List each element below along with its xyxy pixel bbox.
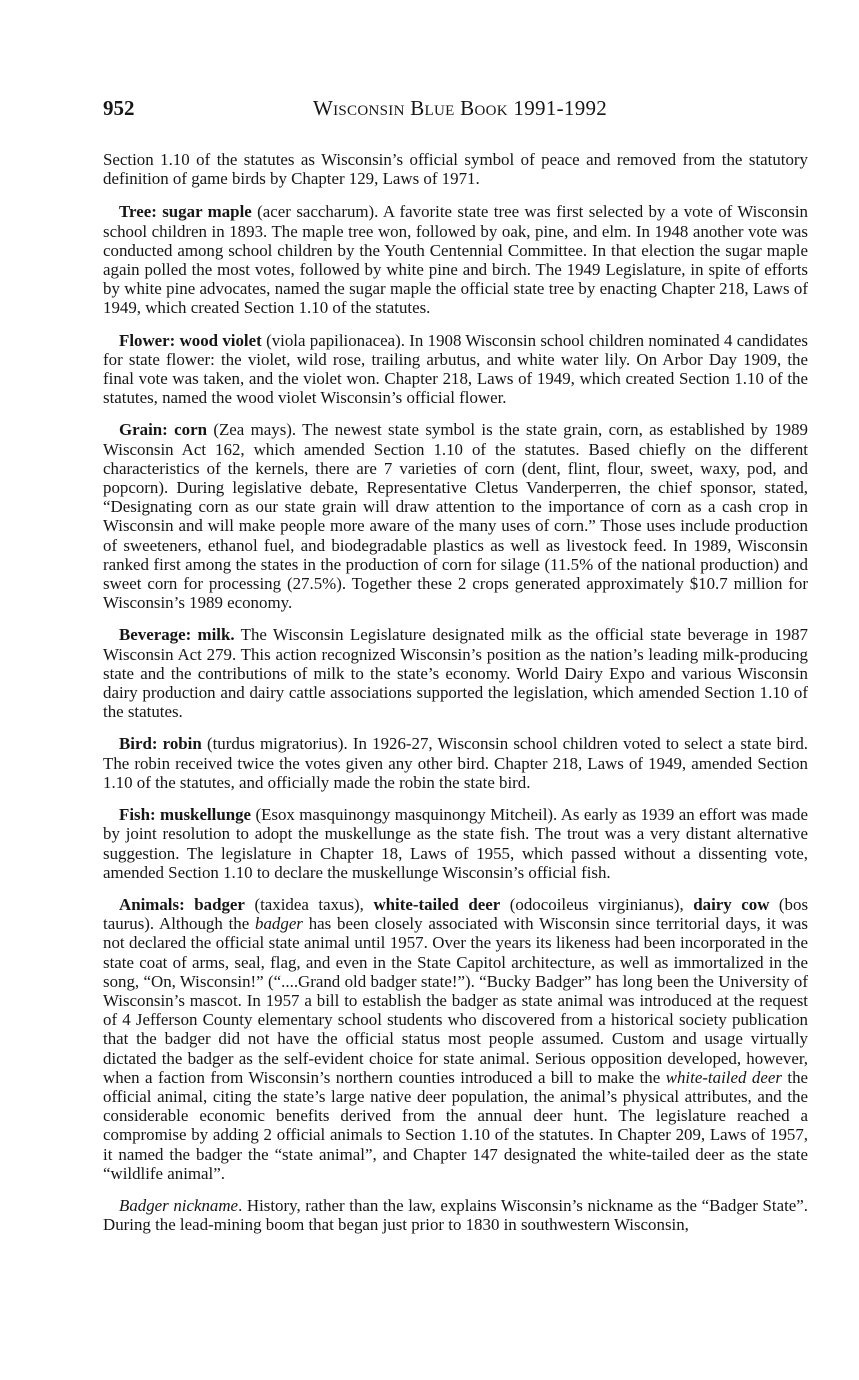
text-run: (odocoileus virginianus), bbox=[500, 894, 694, 914]
text-run: (taxidea taxus), bbox=[244, 894, 374, 914]
italic-term: badger bbox=[255, 914, 303, 934]
body-text bbox=[103, 150, 808, 1247]
paragraph-badger-nickname bbox=[103, 1196, 808, 1234]
text-run: (turdus migratorius). In 1926-27, Wisconsin school children voted to select a state bird. The robin received twice the votes given any other bird. Chapter 218, Laws of 1949, amended Section 1.10 of the statutes, and officially made the robin the state bird. bbox=[103, 734, 808, 792]
symbol-heading: Bird: robin bbox=[119, 734, 202, 754]
paragraph bbox=[103, 150, 808, 188]
paragraph-tree bbox=[103, 202, 808, 317]
page-header bbox=[103, 96, 808, 126]
paragraph-animals bbox=[103, 895, 808, 1183]
text-run: (viola papilionacea). In 1908 Wisconsin school children nominated 4 candidates for state flower: the violet, wild rose, trailing arbutus, and white water lily. On Arbor Day 1909, the final vote was taken, and the violet won. Chapter 218, Laws of 1949, which created Section 1.10 of the statutes, named the wood violet Wisconsin’s official flower. bbox=[103, 330, 808, 408]
text-run: has been closely associated with Wisconsin since territorial days, it was not declared the official state animal until 1957. Over the years its likeness had been incorporated in the state coat of arms, seal, flag, and even in the State Capitol architecture, as well as immortalized in the song, “On, Wisconsin!” (“....Grand old badger state!”). “Bucky Badger” has long been the University of Wisconsin’s mascot. In 1957 a bill to establish the badger as state animal was introduced at the request of 4 Jefferson County elementary school students who discovered from a historical society publication that the badger did not have the official status most people assumed. Custom and usage virtually dictated the badger as the self-evident choice for state animal. Serious opposition developed, however, when a faction from Wisconsin’s northern counties introduced a bill to make the bbox=[103, 914, 808, 1087]
italic-term: white-tailed deer bbox=[665, 1067, 782, 1087]
symbol-heading: Animals: badger bbox=[119, 894, 245, 914]
symbol-heading: Beverage: milk. bbox=[119, 625, 235, 645]
symbol-heading: dairy cow bbox=[693, 894, 770, 914]
text-run: (Zea mays). The newest state symbol is the state grain, corn, as established by 1989 Wisconsin Act 162, which amended Section 1.10 of the statutes. Based chiefly on the different characteristics of the kernels, there are 7 varieties of corn (dent, flint, flour, sweet, waxy, pod, and popcorn). During legislative debate, Representative Cletus Vanderperren, the chief sponsor, stated, “Designating corn as our state grain will draw attention to the importance of corn as a cash crop in Wisconsin and will make people more aware of the many uses of corn.” Those uses include production of sweeteners, ethanol fuel, and biodegradable plastics as well as livestock feed. In 1989, Wisconsin ranked first among the states in the production of corn for silage (11.5% of the national production) and sweet corn for processing (27.5%). Together these 2 crops generated approximately $10.7 million for Wisconsin’s 1989 economy. bbox=[103, 420, 808, 613]
paragraph-bird bbox=[103, 734, 808, 792]
symbol-heading: Tree: sugar maple bbox=[119, 202, 252, 222]
paragraph-flower bbox=[103, 331, 808, 408]
text-run: (acer saccharum). A favorite state tree was first selected by a vote of Wisconsin school children in 1893. The maple tree won, followed by oak, pine, and elm. In 1948 another vote was conducted among school children by the Youth Centennial Committee. In that election the sugar maple again polled the most votes, followed by white pine and birch. The 1949 Legislature, in spite of efforts by white pine advocates, named the sugar maple the official state tree by enacting Chapter 218, Laws of 1949, which created Section 1.10 of the statutes. bbox=[103, 202, 809, 318]
text-run: The Wisconsin Legislature designated milk as the official state beverage in 1987 Wisconsin Act 279. This action recognized Wisconsin’s position as the nation’s leading milk-producing state and the contributions of milk to the state’s economy. World Dairy Expo and various Wisconsin dairy production and dairy cattle associations supported the legislation, which amended Section 1.10 of the statutes. bbox=[103, 625, 808, 722]
italic-heading: Badger nickname bbox=[119, 1195, 239, 1215]
paragraph-grain bbox=[103, 420, 808, 612]
symbol-heading: white-tailed deer bbox=[373, 894, 501, 914]
text-run: (Esox masquinongy masquinongy Mitcheil). As early as 1939 an effort was made by joint resolution to adopt the muskellunge as the state fish. The trout was a very distant alternative suggestion. The legislature in Chapter 18, Laws of 1955, which passed without a dissenting vote, amended Section 1.10 to declare the muskellunge Wisconsin’s official fish. bbox=[103, 805, 808, 882]
paragraph-fish bbox=[103, 805, 808, 882]
text-run: the official animal, citing the state’s large native deer population, the animal’s physical attributes, and the considerable economic benefits derived from the annual deer hunt. The legislature reached a compromise by adding 2 official animals to Section 1.10 of the statutes. In Chapter 209, Laws of 1957, it named the badger the “state animal”, and Chapter 147 designated the white-tailed deer as the state “wildlife animal”. bbox=[103, 1067, 809, 1183]
page-number: 952 bbox=[103, 96, 135, 120]
paragraph-beverage bbox=[103, 625, 808, 721]
text-run: Section 1.10 of the statutes as Wisconsin’s official symbol of peace and removed from the statutory definition of game birds by Chapter 129, Laws of 1971. bbox=[103, 150, 808, 189]
text-run: (bos taurus). Although the bbox=[103, 894, 809, 934]
symbol-heading: Flower: wood violet bbox=[119, 330, 262, 350]
running-title: Wisconsin Blue Book 1991-1992 bbox=[313, 96, 608, 120]
text-run: . History, rather than the law, explains Wisconsin’s nickname as the “Badger State”. During the lead-mining boom that began just prior to 1830 in southwestern Wisconsin, bbox=[103, 1195, 808, 1235]
symbol-heading: Fish: muskellunge bbox=[119, 805, 252, 825]
symbol-heading: Grain: corn bbox=[119, 420, 207, 440]
